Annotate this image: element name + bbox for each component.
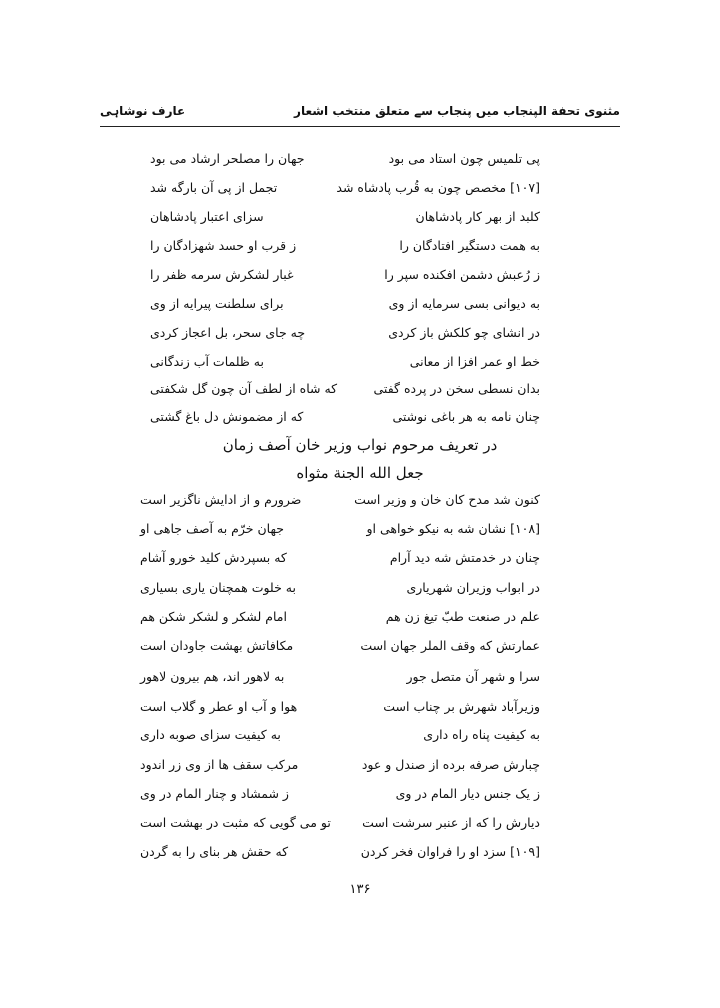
page-number: ۱۳۶: [349, 882, 371, 897]
couplet-second-hemistich: چه جای سحر، بل اعجاز کردی: [150, 325, 306, 340]
couplet: [150, 233, 540, 259]
couplet-first-hemistich: وزیرآباد شهرش بر چناب است: [383, 699, 540, 714]
couplet-second-hemistich: مرکب سقف ها از وی زر اندود: [140, 757, 299, 772]
author-name: عارف نوشاہی: [100, 104, 186, 118]
couplet-second-hemistich: که حقش هر بنای را به گردن: [140, 844, 289, 859]
couplet: [140, 752, 540, 778]
couplet-first-hemistich: به کیفیت پناه راه داری: [423, 727, 540, 742]
couplet-first-hemistich: علم در صنعت طبّ تیغ زن هم: [385, 609, 540, 624]
couplet-second-hemistich: تو می گویی که مثبت در بهشت است: [140, 815, 331, 830]
couplet-first-hemistich: بدان نسطی سخن در پرده گفتی: [373, 381, 540, 396]
couplet-second-hemistich: ز شمشاد و چنار المام در وی: [140, 786, 289, 801]
couplet: [140, 839, 540, 865]
couplet-first-hemistich: پی تلمیس چون استاد می بود: [388, 151, 540, 166]
couplet-first-hemistich: چبارش صرفه برده از صندل و عود: [361, 757, 540, 772]
couplet-second-hemistich: ضرورم و از ادایش ناگزیر است: [140, 492, 302, 507]
couplet: [140, 516, 540, 542]
couplet-second-hemistich: به ظلمات آب زندگانی: [150, 354, 264, 369]
couplet-second-hemistich: تجمل از پی آن بارگه شد: [150, 180, 278, 195]
couplet-second-hemistich: که بسپردش کلید خورو آشام: [140, 550, 287, 565]
couplet: [150, 262, 540, 288]
couplet-second-hemistich: به خلوت همچنان یاری بسیاری: [140, 580, 296, 595]
couplet-first-hemistich: کنون شد مدح کان خان و وزیر است: [354, 492, 540, 507]
couplet: [140, 604, 540, 630]
section-heading: در تعریف مرحوم نواب وزیر خان آصف زمان: [222, 436, 498, 454]
couplet-first-hemistich: در ابواب وزیران شهریاری: [406, 580, 540, 595]
couplet: [150, 291, 540, 317]
couplet-second-hemistich: ز قرب او حسد شهزادگان را: [150, 238, 297, 253]
couplet-second-hemistich: جهان خرّم به آصف جاهی او: [140, 521, 284, 536]
couplet-second-hemistich: هوا و آب او عطر و گلاب است: [140, 699, 298, 714]
couplet-first-hemistich: [۱۰۷] مخصص چون به قُرب پادشاه شد: [336, 180, 540, 195]
couplet: [150, 204, 540, 230]
couplet-first-hemistich: [۱۰۹] سزد او را فراوان فخر کردن: [360, 844, 540, 859]
couplet: [150, 376, 540, 402]
couplet-first-hemistich: خط او عمر افزا از معانی: [409, 354, 540, 369]
couplet: [140, 633, 540, 659]
couplet-first-hemistich: کلبد از بهر کار پادشاهان: [415, 209, 540, 224]
header-rule: [100, 126, 620, 127]
couplet-first-hemistich: ز رُعبش دشمن افکنده سپر را: [384, 267, 540, 282]
couplet: [150, 349, 540, 375]
couplet-second-hemistich: به کیفیت سزای صوبه داری: [140, 727, 281, 742]
couplet: [140, 781, 540, 807]
couplet-first-hemistich: عمارتش که وقف الملر جهان است: [360, 638, 540, 653]
couplet-second-hemistich: سزای اعتبار پادشاهان: [150, 209, 264, 224]
couplet-first-hemistich: [۱۰۸] نشان شه به نیکو خواهی او: [366, 521, 540, 536]
couplet-first-hemistich: چنان نامه به هر باغی نوشتی: [392, 409, 540, 424]
section-subheading: جعل الله الجنة مثواه: [296, 464, 424, 482]
couplet-first-hemistich: دیارش را که از عنبر سرشت است: [362, 815, 540, 830]
couplet-first-hemistich: به همت دستگیر افتادگان را: [399, 238, 540, 253]
couplet: [140, 487, 540, 513]
couplet-second-hemistich: به لاهور اند، هم بیرون لاهور: [140, 669, 285, 684]
couplet: [150, 175, 540, 201]
couplet: [140, 575, 540, 601]
couplet: [150, 146, 540, 172]
couplet-second-hemistich: امام لشکر و لشکر شکن هم: [140, 609, 287, 624]
couplet-first-hemistich: سرا و شهر آن متصل جور: [406, 669, 540, 684]
couplet-first-hemistich: چنان در خدمتش شه دید آرام: [389, 550, 540, 565]
couplet: [140, 694, 540, 720]
couplet-second-hemistich: جهان را مصلحر ارشاد می بود: [150, 151, 305, 166]
couplet-first-hemistich: به دیوانی بسی سرمایه از وی: [388, 296, 540, 311]
couplet: [140, 545, 540, 571]
couplet: [140, 810, 540, 836]
couplet: [140, 664, 540, 690]
couplet-first-hemistich: در انشای چو کلکش باز کردی: [388, 325, 540, 340]
couplet: [150, 320, 540, 346]
couplet-second-hemistich: برای سلطنت پیرایه از وی: [150, 296, 284, 311]
couplet-second-hemistich: که شاه از لطف آن چون گل شکفتی: [150, 381, 338, 396]
book-title: مثنوی تحفة الپنجاب میں پنجاب سے متعلق منتخب اشعار: [294, 104, 620, 118]
couplet-first-hemistich: ز یک جنس دیار المام در وی: [395, 786, 540, 801]
couplet: [150, 404, 540, 430]
couplet-second-hemistich: غبار لشکرش سرمه ظفر را: [150, 267, 294, 282]
couplet: [140, 722, 540, 748]
couplet-second-hemistich: که از مضمونش دل باغ گشتی: [150, 409, 304, 424]
couplet-second-hemistich: مکافاتش بهشت جاودان است: [140, 638, 294, 653]
running-header: [100, 104, 620, 128]
